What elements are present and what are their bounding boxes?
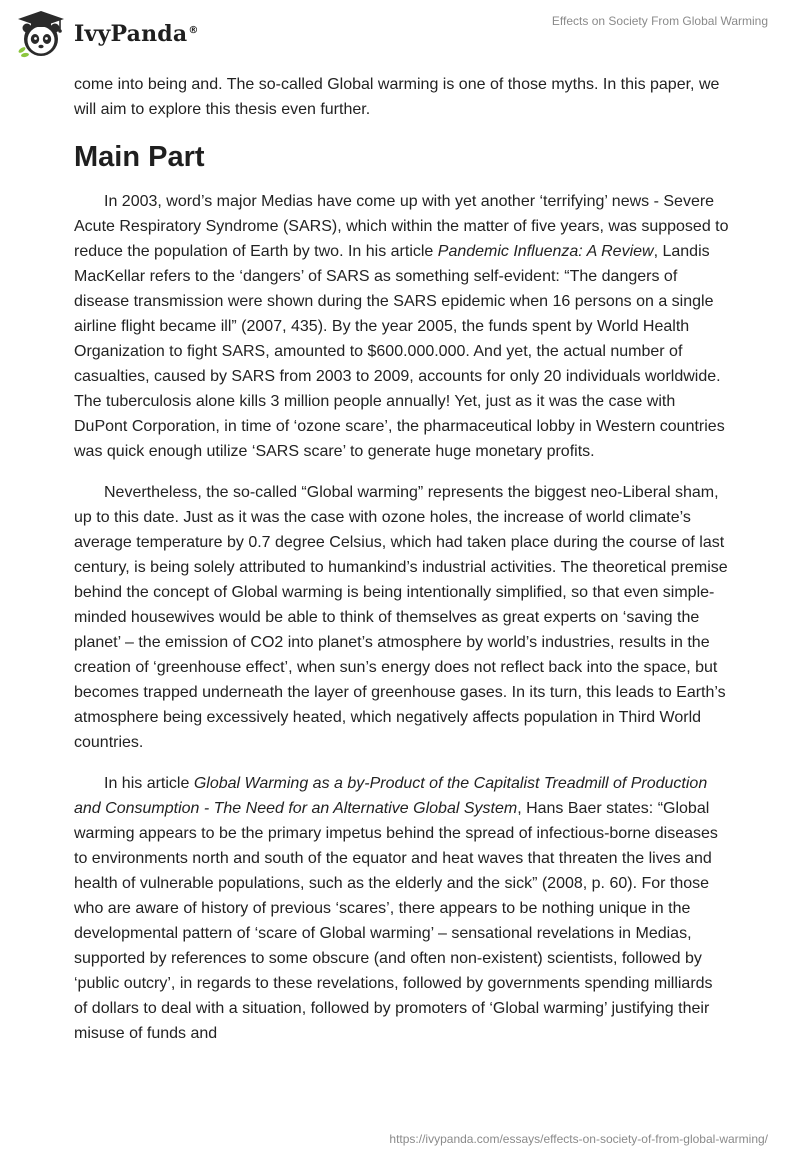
panda-graduation-cap-icon bbox=[14, 8, 68, 60]
paragraph-text: In his article bbox=[104, 775, 194, 792]
brand-logo[interactable] bbox=[14, 8, 199, 60]
cited-article-title: Global Warming as a by-Product of the Capitalist Treadmill of Production and Consumption - The Need for an Alternative Global System bbox=[74, 775, 708, 817]
document-title: Effects on Society From Global Warming bbox=[551, 14, 768, 28]
section-heading: Main Part bbox=[74, 141, 205, 173]
paragraph-text: In 2003, word’s major Medias have come up with yet another ‘terrifying’ news - Severe Acute Respiratory Syndrome (SARS), which within the matter of five years, was supposed to reduce the population of Earth by two. In his article bbox=[74, 193, 729, 260]
paragraph-baer bbox=[74, 771, 730, 1046]
brand-name: IvyPanda® bbox=[74, 21, 199, 47]
registered-mark: ® bbox=[188, 24, 199, 36]
paragraph-sars bbox=[74, 189, 730, 464]
paragraph-text: , Landis MacKellar refers to the ‘dangers’ of SARS as something self-evident: “The dangers of disease transmission were shown during the SARS epidemic when 16 persons on a single airline flight became ill” (2007, 435). By the year 2005, the funds spent by World Health Organization to fight SARS, amounted to $600.000.000. And yet, the actual number of casualties, caused by SARS from 2003 to 2009, accounts for only 20 individuals worldwide. The tuberculosis alone kills 3 million people annually! Yet, just as it was the case with DuPont Corporation, in time of ‘ozone scare’, the pharmaceutical lobby in Western countries was quick enough utilize ‘SARS scare’ to generate huge monetary profits. bbox=[74, 243, 725, 460]
page-header bbox=[0, 0, 800, 70]
cited-article-title: Pandemic Influenza: A Review bbox=[437, 243, 654, 260]
intro-paragraph: come into being and. The so-called Global warming is one of those myths. In this paper, we will aim to explore this thesis even further. bbox=[74, 76, 720, 118]
paragraph-text: , Hans Baer states: “Global warming appears to be the primary impetus behind the spread of infectious-borne diseases to environments north and south of the equator and heat waves that threaten the lives and health of vulnerable populations, such as the elderly and the sick” (2008, p. 60). For those who are aware of history of previous ‘scares’, there appears to be nothing unique in the developmental pattern of ‘scare of Global warming’ – sensational revelations in Medias, supported by references to some obscure (and often non-existent) scientists, followed by ‘public outcry’, in regards to these revelations, followed by governments spending milliards of dollars to deal with a situation, followed by promoters of ‘Global warming’ justifying their misuse of funds and bbox=[74, 800, 718, 1042]
paragraph-global-warming: Nevertheless, the so-called “Global warming” represents the biggest neo-Liberal sham, up to this date. Just as it was the case with ozone holes, the increase of world climate’s average temperature by 0.7 degree Celsius, which had taken place during the course of last century, is being solely attributed to humankind’s industrial activities. The theoretical premise behind the concept of Global warming is being intentionally simplified, so that even simple-minded housewives would be able to think of themselves as great experts on ‘saving the planet’ – the emission of CO2 into planet’s atmosphere by world’s industries, results in the creation of ‘greenhouse effect’, when sun’s energy does not reflect back into the space, but becomes trapped underneath the layer of greenhouse gases. In its turn, this leads to Earth’s atmosphere being excessively heated, which negatively affects population in Third World countries. bbox=[74, 484, 728, 751]
essay-body bbox=[74, 72, 730, 1062]
source-url[interactable]: https://ivypanda.com/essays/effects-on-society-of-from-global-warming/ bbox=[389, 1132, 768, 1146]
